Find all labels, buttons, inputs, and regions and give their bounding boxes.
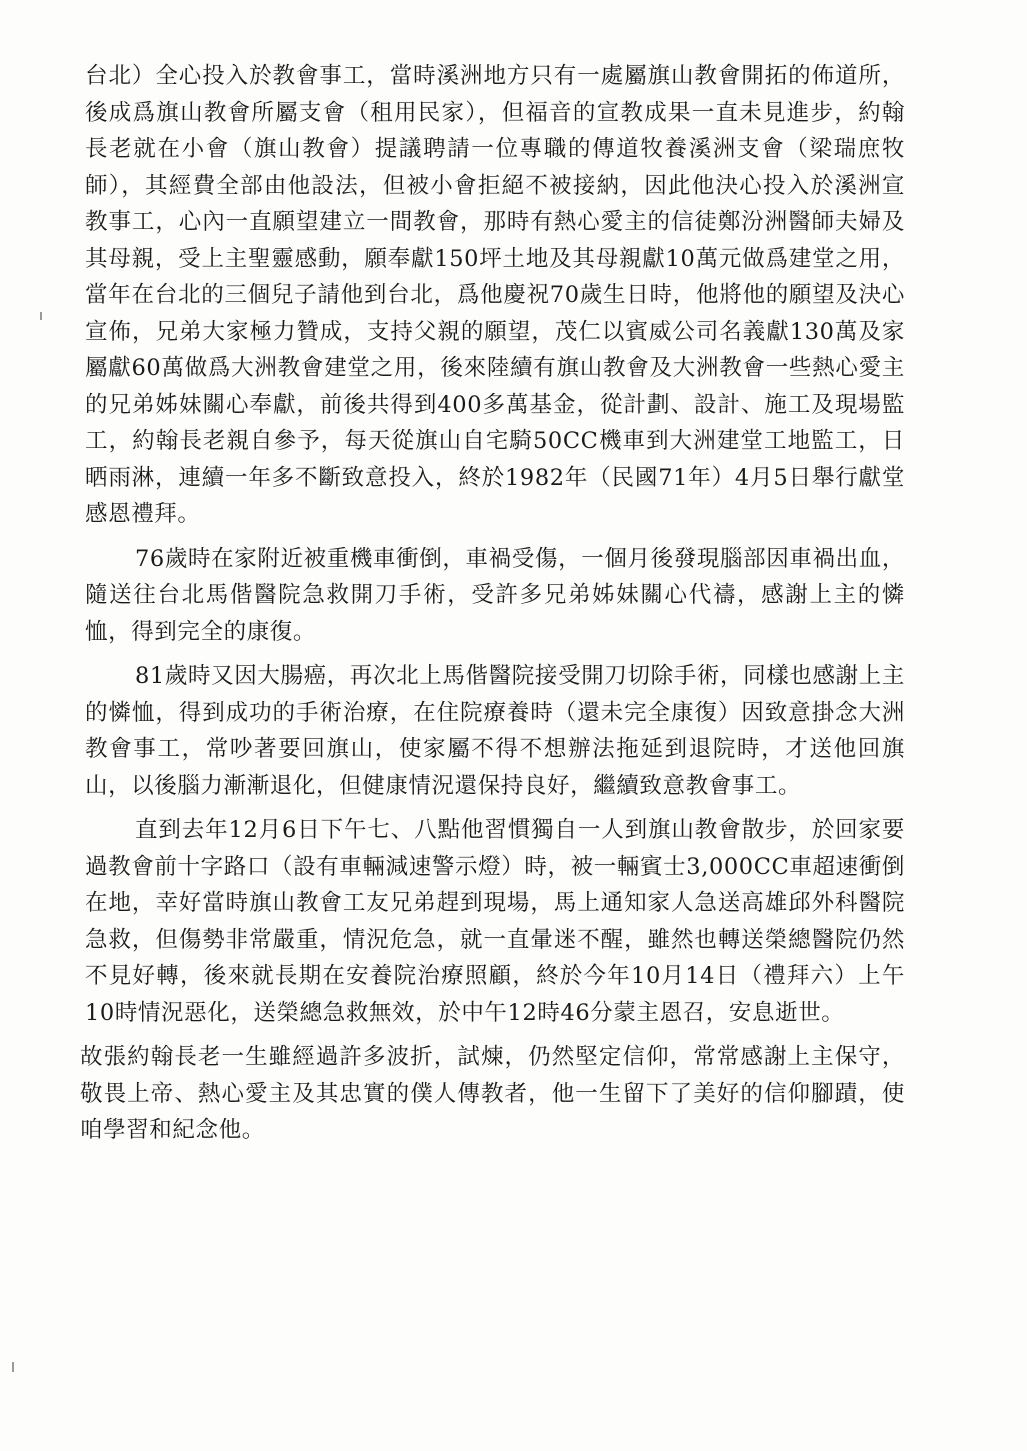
scan-mark-left-top bbox=[40, 312, 42, 320]
document-body bbox=[80, 58, 905, 1157]
paragraph-cancer-surgery: 81歲時又因大腸癌，再次北上馬偕醫院接受開刀切除手術，同樣也感謝上主的憐恤，得到成功的手術治療，在住院療養時（還未完全康復）因致意掛念大洲教會事工，常吵著要回旗山，使家屬不得不想辦法拖延到退院時，才送他回旗山，以後腦力漸漸退化，但健康情況還保持良好，繼續致意教會事工。 bbox=[85, 663, 905, 799]
scan-mark-left-bottom bbox=[12, 1362, 14, 1372]
paragraph-first-accident: 76歲時在家附近被重機車衝倒，車禍受傷，一個月後發現腦部因車禍出血，隨送往台北馬偕醫院急救開刀手術，受許多兄弟姊妹關心代禱，感謝上主的憐恤，得到完全的康復。 bbox=[85, 545, 905, 645]
paragraph-church-building: 台北）全心投入於教會事工，當時溪洲地方只有一處屬旗山教會開拓的佈道所，後成爲旗山教會所屬支會（租用民家），但福音的宣教成果一直未見進步，約翰長老就在小會（旗山教會）提議聘請一位專職的傳道牧養溪洲支會（梁瑞庶牧師），其經費全部由他設法，但被小會拒絕不被接納，因此他決心投入於溪洲宣教事工，心內一直願望建立一間教會，那時有熱心愛主的信徒鄭汾洲醫師夫婦及其母親，受上主聖靈感動，願奉獻150坪土地及其母親獻10萬元做爲建堂之用，當年在台北的三個兒子請他到台北，爲他慶祝70歲生日時，他將他的願望及決心宣佈，兄弟大家極力贊成，支持父親的願望，茂仁以賓威公司名義獻130萬及家屬獻60萬做爲大洲教會建堂之用，後來陸續有旗山教會及大洲教會一些熱心愛主的兄弟姊妹關心奉獻，前後共得到400多萬基金，從計劃、設計、施工及現場監工，約翰長老親自參予，每天從旗山自宅騎50CC機車到大洲建堂工地監工，日晒雨淋，連續一年多不斷致意投入，終於1982年（民國71年）4月5日舉行獻堂感恩禮拜。 bbox=[85, 63, 905, 527]
paragraph-conclusion: 故張約翰長老一生雖經過許多波折，試煉，仍然堅定信仰，常常感謝上主保守，敬畏上帝、熱心愛主及其忠實的僕人傳教者，他一生留下了美好的信仰腳蹟，使咱學習和紀念他。 bbox=[80, 1044, 905, 1143]
paragraph-final-accident: 直到去年12月6日下午七、八點他習慣獨自一人到旗山教會散步，於回家要過教會前十字路口（設有車輛減速警示燈）時，被一輛賓士3,000CC車超速衝倒在地，幸好當時旗山教會工友兄弟趕到現場，馬上通知家人急送高雄邱外科醫院急救，但傷勢非常嚴重，情況危急，就一直暈迷不醒，雖然也轉送榮總醫院仍然不見好轉，後來就長期在安養院治療照顧，終於今年10月14日（禮拜六）上午10時情況惡化，送榮總急救無效，於中午12時46分蒙主恩召，安息逝世。 bbox=[85, 817, 905, 1026]
